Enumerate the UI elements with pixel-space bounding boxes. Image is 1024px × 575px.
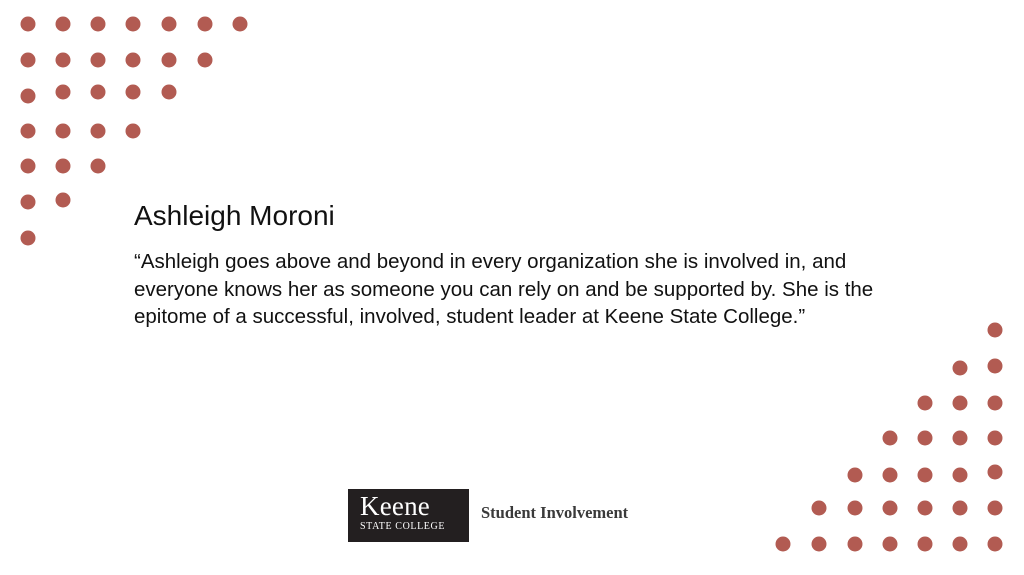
logo-subtitle: STATE COLLEGE [360, 521, 446, 532]
dot [883, 468, 898, 483]
dot [91, 159, 106, 174]
dot [953, 501, 968, 516]
dot [91, 53, 106, 68]
dot [953, 537, 968, 552]
dot [56, 17, 71, 32]
dot [91, 124, 106, 139]
dot [953, 361, 968, 376]
dot [848, 501, 863, 516]
dot [21, 89, 36, 104]
dot [126, 124, 141, 139]
dot [162, 85, 177, 100]
dot [953, 468, 968, 483]
dot [918, 396, 933, 411]
dot [918, 468, 933, 483]
dot [918, 431, 933, 446]
dot [56, 53, 71, 68]
dot [198, 17, 213, 32]
keene-state-college-logo [348, 489, 469, 542]
dot [56, 85, 71, 100]
dot [988, 501, 1003, 516]
dot [988, 465, 1003, 480]
logo-wordmark: Keene [360, 491, 430, 521]
dot [988, 396, 1003, 411]
dot [56, 159, 71, 174]
dot [233, 17, 248, 32]
dot [91, 17, 106, 32]
dot [988, 359, 1003, 374]
dot [56, 193, 71, 208]
dot [162, 17, 177, 32]
dot [848, 537, 863, 552]
department-label: Student Involvement [481, 503, 629, 522]
dot [883, 431, 898, 446]
dot [56, 124, 71, 139]
dot [883, 537, 898, 552]
dot [988, 431, 1003, 446]
bottom-right-dot-cluster [776, 323, 1003, 552]
dot [953, 431, 968, 446]
dot [126, 85, 141, 100]
dot [198, 53, 213, 68]
dot [126, 53, 141, 68]
dot [21, 195, 36, 210]
dot [918, 537, 933, 552]
dot [812, 537, 827, 552]
dot [883, 501, 898, 516]
dot [21, 231, 36, 246]
testimonial-quote: “Ashleigh goes above and beyond in every organization she is involved in, and everyone knows her as someone you can rely on and be supported by. She is the epitome of a successful, involved, student leader at Keene State College.” [134, 250, 874, 328]
dot [21, 124, 36, 139]
dot [988, 323, 1003, 338]
honoree-name: Ashleigh Moroni [134, 200, 335, 231]
dot [91, 85, 106, 100]
dot [21, 159, 36, 174]
dot [988, 537, 1003, 552]
dot [848, 468, 863, 483]
dot [776, 537, 791, 552]
dot [126, 17, 141, 32]
dot [21, 53, 36, 68]
dot [953, 396, 968, 411]
dot [812, 501, 827, 516]
dot [918, 501, 933, 516]
dot [162, 53, 177, 68]
dot [21, 17, 36, 32]
